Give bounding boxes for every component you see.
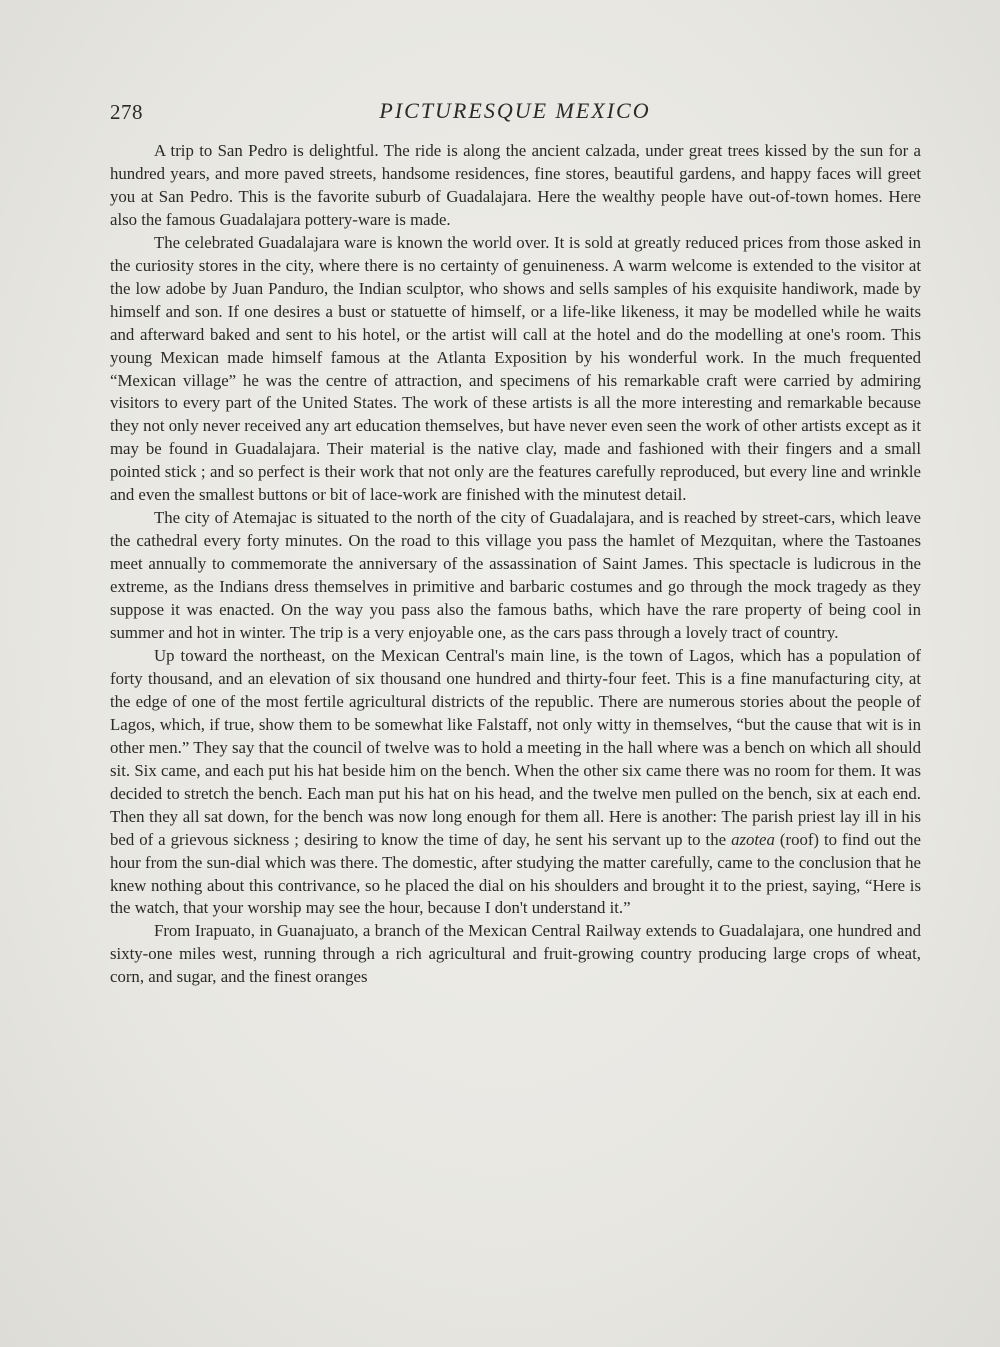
paragraph-atemajac: The city of Atemajac is situated to the north of the city of Guadalajara, and is reached by street-cars, which leave the cathedral every forty minutes. On the road to this village you pass the hamlet of Mezquitan, where the Tastoanes meet annually to commemorate the anniversary of the assassination of Saint James. This spectacle is ludicrous in the extreme, as the Indians dress themselves in primitive and barbaric costumes and go through the mock tragedy as they suppose it was enacted. On the way you pass also the famous baths, which have the rare property of being cool in summer and hot in winter. The trip is a very enjoyable one, as the cars pass through a lovely tract of country. — [110, 508, 921, 643]
running-title: PICTURESQUE MEXICO — [379, 98, 651, 123]
body-text — [110, 140, 921, 989]
paragraph-irapuato: From Irapuato, in Guanajuato, a branch of the Mexican Central Railway extends to Guadalajara, one hundred and sixty-one miles west, running through a rich agricultural and fruit-growing country producing large crops of wheat, corn, and sugar, and the finest oranges — [110, 921, 921, 987]
paragraph-san-pedro: A trip to San Pedro is delightful. The ride is along the ancient calzada, under great trees kissed by the sun for a hundred years, and more paved streets, handsome residences, fine stores, beautiful gardens, and happy faces will greet you at San Pedro. This is the favorite suburb of Guadalajara. Here the wealthy people have out-of-town homes. Here also the famous Guadalajara pottery-ware is made. — [110, 141, 921, 229]
paragraph-lagos — [110, 645, 921, 920]
page-number: 278 — [110, 100, 143, 124]
italic-term-azotea: azotea — [731, 829, 775, 849]
paragraph-lagos-text: Up toward the northeast, on the Mexican Central's main line, is the town of Lagos, which has a population of forty thousand, and an elevation of six thousand one hundred and thirty-four feet. This is a fine manufacturing city, at the edge of one of the most fertile agricultural districts of the republic. There are numerous stories about the people of Lagos, which, if true, show them to be somewhat like Falstaff, not only witty in themselves, “but the cause that wit is in other men.” They say that the council of twelve was to hold a meeting in the hall where was a bench on which all should sit. Six came, and each put his hat beside him on the bench. When the other six came there was no room for them. It was decided to stretch the bench. Each man put his hat on his head, and the twelve men pulled on the bench, six at each end. Then they all sat down, for the bench was now long enough for them all. Here is another: The parish priest lay ill in his bed of a grievous sickness ; desiring to know the time of day, he sent his servant up to the — [110, 645, 921, 849]
page-header — [110, 98, 920, 128]
paragraph-lagos-continuation: (roof) to find out the hour from the sun-dial which was there. The domestic, after studying the matter carefully, came to the conclusion that he knew nothing about this contrivance, so he placed the dial on his shoulders and brought it to the priest, saying, “Here is the watch, that your worship may see the hour, because I don't understand it.” — [110, 829, 921, 918]
paragraph-guadalajara-ware: The celebrated Guadalajara ware is known the world over. It is sold at greatly reduced prices from those asked in the curiosity stores in the city, where there is no certainty of genuineness. A warm welcome is extended to the visitor at the low adobe by Juan Panduro, the Indian sculptor, who shows and sells samples of his exquisite handiwork, made by himself and son. If one desires a bust or statuette of himself, or a life-like likeness, it may be modelled while he waits and afterward baked and sent to his hotel, or the artist will call at the hotel and do the modelling at one's room. This young Mexican made himself famous at the Atlanta Exposition by his wonderful work. In the much frequented “Mexican village” he was the centre of attraction, and specimens of his remarkable craft were carried by admiring visitors to every part of the United States. The work of these artists is all the more interesting and remarkable because they not only never received any art education themselves, but have never even seen the work of other artists except as it may be found in Guadalajara. Their material is the native clay, made and fashioned with their fingers and a small pointed stick ; and so perfect is their work that not only are the features carefully reproduced, but every line and wrinkle and even the smallest buttons or bit of lace-work are finished with the minutest detail. — [110, 232, 921, 505]
